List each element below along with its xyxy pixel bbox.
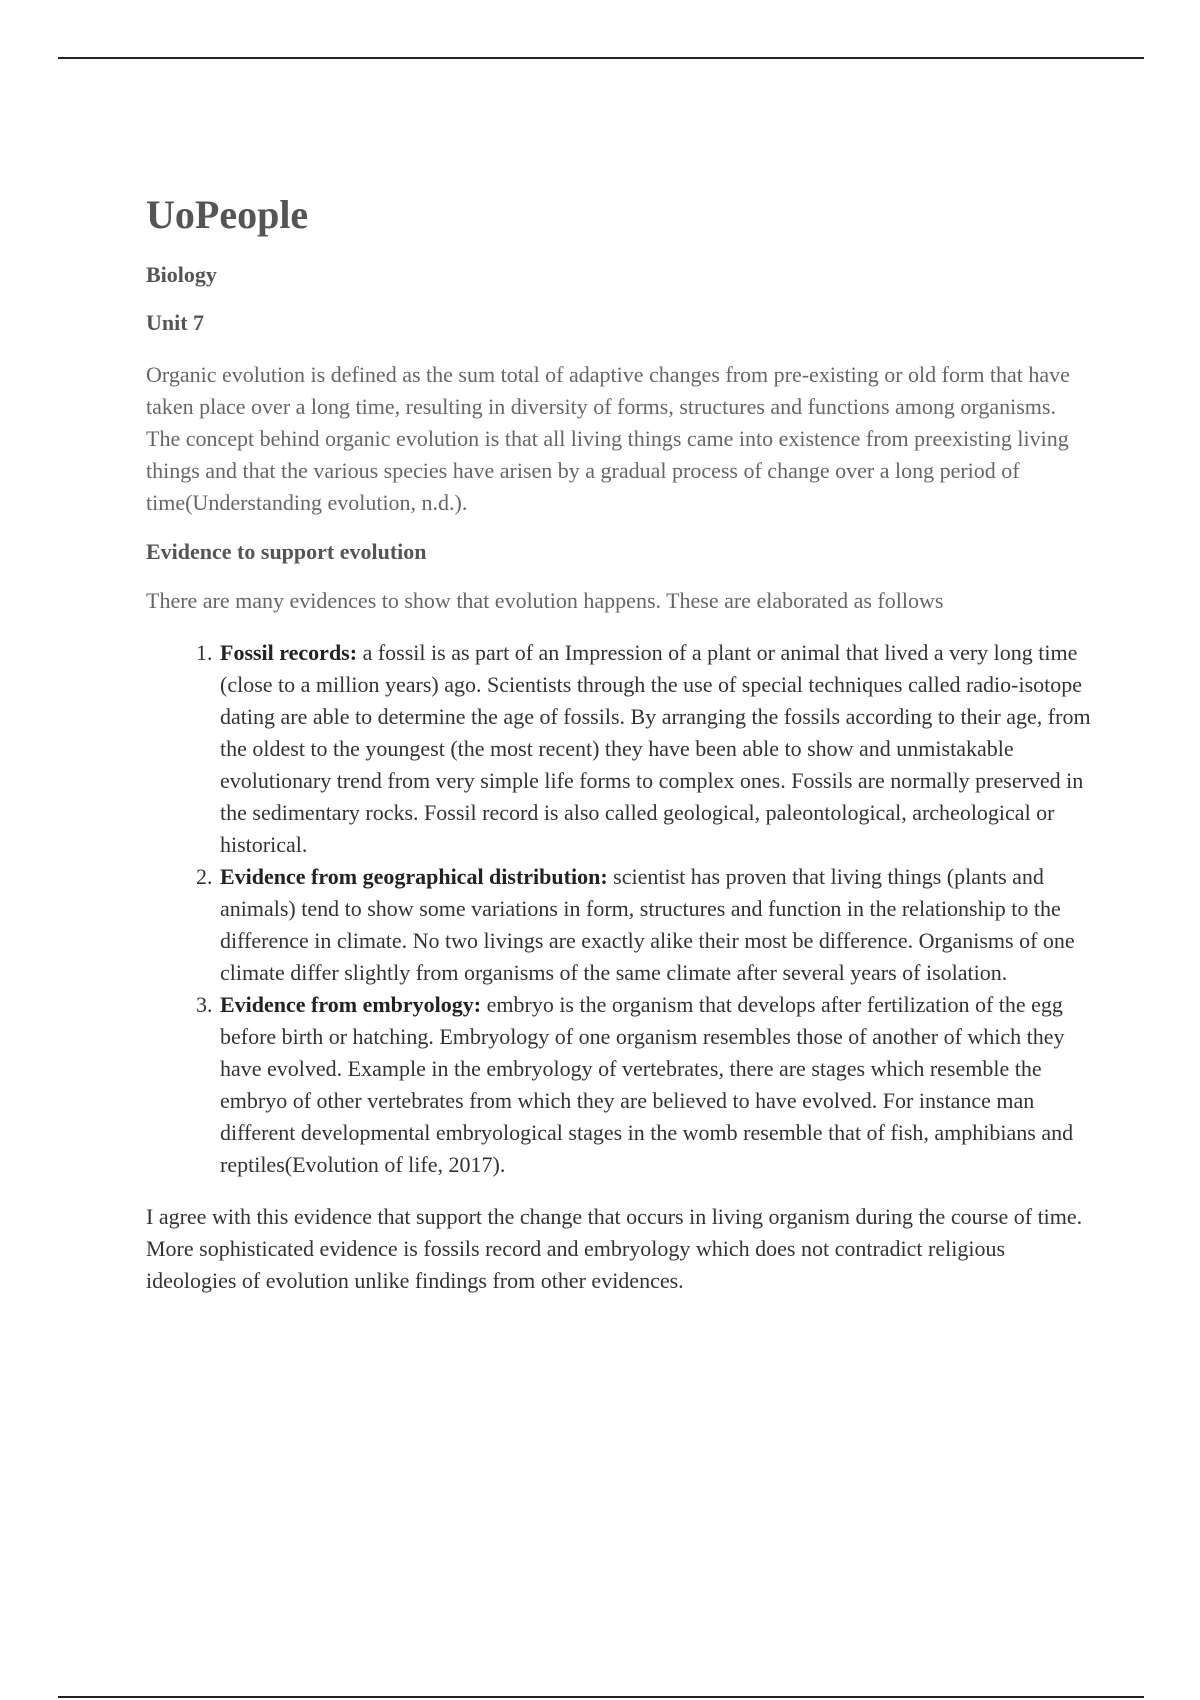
evidence-item-embryology <box>218 989 1094 1181</box>
document-body <box>146 192 1094 1297</box>
top-rule <box>58 57 1144 59</box>
section-intro: There are many evidences to show that evolution happens. These are elaborated as follows <box>146 588 944 614</box>
evidence-item-text: embryo is the organism that develops after fertilization of the egg before birth or hatching. Embryology of one organism resembles those of another of which they have evolved. Example in the embryology of vertebrates, there are stages which resemble the embryo of other vertebrates from which they are believed to have evolved. For instance man different developmental embryological stages in the womb resemble that of fish, amphibians and reptiles(Evolution of life, 2017). <box>220 992 1074 1178</box>
evidence-item-fossil-records <box>218 637 1094 861</box>
course-name: Biology <box>146 262 217 287</box>
evidence-item-geographical-distribution <box>218 861 1094 989</box>
document-title: UoPeople <box>146 192 309 237</box>
evidence-item-lead: Evidence from geographical distribution: <box>220 864 608 890</box>
evidence-item-lead: Fossil records: <box>220 640 358 666</box>
evidence-item-text: scientist has proven that living things (plants and animals) tend to show some variations in form, structures and function in the relationship to the difference in climate. No two livings are exactly alike their most be difference. Organisms of one climate differ slightly from organisms of the same climate after several years of isolation. <box>220 864 1075 986</box>
evidence-item-text: a fossil is as part of an Impression of a plant or animal that lived a very long time (close to a million years) ago. Scientists through the use of special techniques called radio-isotope dating are able to determine the age of fossils. By arranging the fossils according to their age, from the oldest to the youngest (the most recent) they have been able to show and unmistakable evolutionary trend from very simple life forms to complex ones. Fossils are normally preserved in the sedimentary rocks. Fossil record is also called geological, paleontological, archeological or historical. <box>220 640 1091 858</box>
unit-label: Unit 7 <box>146 310 205 336</box>
conclusion-paragraph: I agree with this evidence that support the change that occurs in living organism during the course of time. More sophisticated evidence is fossils record and embryology which does not contradict religious ideologies of evolution unlike findings from other evidences. <box>146 1204 1083 1294</box>
bottom-rule <box>58 1696 1144 1698</box>
intro-paragraph: Organic evolution is defined as the sum total of adaptive changes from pre-existing or old form that have taken place over a long time, resulting in diversity of forms, structures and functions among organisms. The concept behind organic evolution is that all living things came into existence from preexisting living things and that the various species have arisen by a gradual process of change over a long period of time(Understanding evolution, n.d.). <box>146 361 1070 515</box>
evidence-item-lead: Evidence from embryology: <box>220 992 482 1018</box>
section-heading: Evidence to support evolution <box>146 538 427 564</box>
evidence-list <box>146 637 1094 1181</box>
